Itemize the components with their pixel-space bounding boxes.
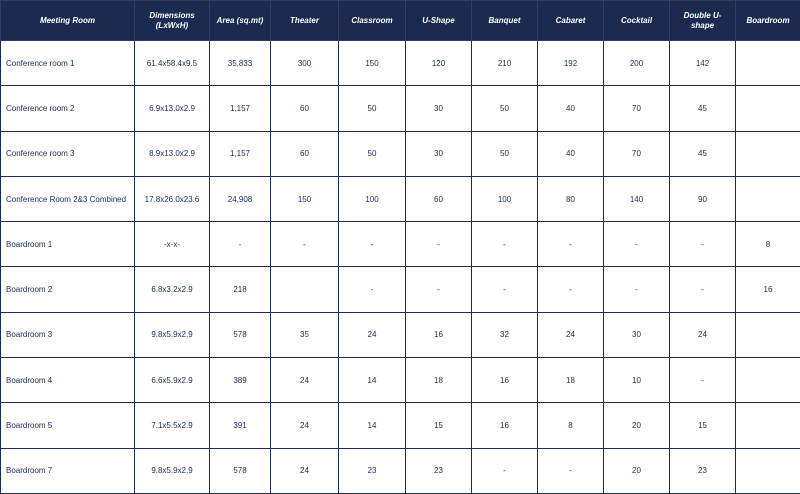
theater-cell: - [271, 222, 339, 267]
boardroom-cell: 16 [736, 267, 800, 312]
cocktail-cell: - [604, 222, 670, 267]
cocktail-cell: 140 [604, 176, 670, 221]
room-name-cell: Boardroom 3 [1, 312, 135, 357]
theater-cell: 24 [271, 358, 339, 403]
double-u-shape-cell: 24 [670, 312, 736, 357]
dimensions-cell: 6.6x5.9x2.9 [135, 358, 210, 403]
classroom-cell: 50 [339, 86, 406, 131]
area-cell: 389 [210, 358, 271, 403]
u-shape-cell: 15 [406, 403, 472, 448]
cocktail-cell: - [604, 267, 670, 312]
banquet-cell: - [472, 222, 538, 267]
boardroom-cell [736, 176, 800, 221]
table-row [1, 176, 800, 221]
banquet-cell: - [472, 267, 538, 312]
classroom-cell: 24 [339, 312, 406, 357]
cocktail-cell: 200 [604, 41, 670, 86]
header-dimensions: Dimensions (LxWxH) [135, 1, 210, 41]
room-name-cell: Boardroom 4 [1, 358, 135, 403]
table-row [1, 41, 800, 86]
area-cell: - [210, 222, 271, 267]
dimensions-cell: 7.1x5.5x2.9 [135, 403, 210, 448]
dimensions-cell: 6.9x13.0x2.9 [135, 86, 210, 131]
classroom-cell: 23 [339, 448, 406, 493]
classroom-cell: 50 [339, 131, 406, 176]
u-shape-cell: 23 [406, 448, 472, 493]
cabaret-cell: 40 [538, 131, 604, 176]
boardroom-cell [736, 403, 800, 448]
table-header-row [1, 1, 800, 41]
classroom-cell: - [339, 267, 406, 312]
double-u-shape-cell: 15 [670, 403, 736, 448]
room-name-cell: Conference room 2 [1, 86, 135, 131]
double-u-shape-cell: 90 [670, 176, 736, 221]
cabaret-cell: - [538, 448, 604, 493]
u-shape-cell: 30 [406, 86, 472, 131]
header-cocktail: Cocktail [604, 1, 670, 41]
u-shape-cell: - [406, 222, 472, 267]
u-shape-cell: 16 [406, 312, 472, 357]
theater-cell: 24 [271, 403, 339, 448]
double-u-shape-cell: 142 [670, 41, 736, 86]
table-row [1, 448, 800, 493]
u-shape-cell: 120 [406, 41, 472, 86]
double-u-shape-cell: 45 [670, 86, 736, 131]
area-cell: 24,908 [210, 176, 271, 221]
cocktail-cell: 10 [604, 358, 670, 403]
header-meeting-room: Meeting Room [1, 1, 135, 41]
table-row [1, 403, 800, 448]
table-row [1, 267, 800, 312]
room-name-cell: Boardroom 2 [1, 267, 135, 312]
banquet-cell: 50 [472, 86, 538, 131]
classroom-cell: 14 [339, 358, 406, 403]
cabaret-cell: 192 [538, 41, 604, 86]
area-cell: 391 [210, 403, 271, 448]
classroom-cell: 14 [339, 403, 406, 448]
u-shape-cell: - [406, 267, 472, 312]
theater-cell: 60 [271, 86, 339, 131]
table-row [1, 222, 800, 267]
room-name-cell: Conference Room 2&3 Combined [1, 176, 135, 221]
boardroom-cell [736, 41, 800, 86]
double-u-shape-cell: - [670, 358, 736, 403]
area-cell: 218 [210, 267, 271, 312]
cabaret-cell: 40 [538, 86, 604, 131]
cabaret-cell: - [538, 222, 604, 267]
area-cell: 1,157 [210, 86, 271, 131]
cocktail-cell: 70 [604, 131, 670, 176]
double-u-shape-cell: - [670, 267, 736, 312]
boardroom-cell: 8 [736, 222, 800, 267]
area-cell: 578 [210, 312, 271, 357]
banquet-cell: 50 [472, 131, 538, 176]
boardroom-cell [736, 312, 800, 357]
dimensions-cell: 9.8x5.9x2.9 [135, 312, 210, 357]
table-body [1, 41, 800, 494]
cocktail-cell: 30 [604, 312, 670, 357]
area-cell: 578 [210, 448, 271, 493]
cabaret-cell: 8 [538, 403, 604, 448]
room-name-cell: Boardroom 7 [1, 448, 135, 493]
header-theater: Theater [271, 1, 339, 41]
classroom-cell: - [339, 222, 406, 267]
header-cabaret: Cabaret [538, 1, 604, 41]
header-classroom: Classroom [339, 1, 406, 41]
room-name-cell: Boardroom 1 [1, 222, 135, 267]
header-area: Area (sq.mt) [210, 1, 271, 41]
area-cell: 1,157 [210, 131, 271, 176]
boardroom-cell [736, 131, 800, 176]
u-shape-cell: 18 [406, 358, 472, 403]
header-banquet: Banquet [472, 1, 538, 41]
theater-cell: 300 [271, 41, 339, 86]
banquet-cell: 100 [472, 176, 538, 221]
double-u-shape-cell: 23 [670, 448, 736, 493]
classroom-cell: 150 [339, 41, 406, 86]
area-cell: 35,833 [210, 41, 271, 86]
room-name-cell: Conference room 1 [1, 41, 135, 86]
theater-cell: 24 [271, 448, 339, 493]
cabaret-cell: - [538, 267, 604, 312]
banquet-cell: 16 [472, 358, 538, 403]
dimensions-cell: 6.8x3.2x2.9 [135, 267, 210, 312]
double-u-shape-cell: - [670, 222, 736, 267]
theater-cell: 150 [271, 176, 339, 221]
theater-cell: 35 [271, 312, 339, 357]
u-shape-cell: 60 [406, 176, 472, 221]
header-double-u-shape: Double U-shape [670, 1, 736, 41]
header-u-shape: U-Shape [406, 1, 472, 41]
double-u-shape-cell: 45 [670, 131, 736, 176]
table-row [1, 358, 800, 403]
dimensions-cell: 17.8x26.0x23.6 [135, 176, 210, 221]
header-boardroom: Boardroom [736, 1, 800, 41]
table-row [1, 131, 800, 176]
cocktail-cell: 20 [604, 403, 670, 448]
room-name-cell: Conference room 3 [1, 131, 135, 176]
boardroom-cell [736, 86, 800, 131]
table-row [1, 312, 800, 357]
boardroom-cell [736, 448, 800, 493]
room-name-cell: Boardroom 5 [1, 403, 135, 448]
banquet-cell: 32 [472, 312, 538, 357]
boardroom-cell [736, 358, 800, 403]
cabaret-cell: 24 [538, 312, 604, 357]
banquet-cell: 16 [472, 403, 538, 448]
banquet-cell: - [472, 448, 538, 493]
u-shape-cell: 30 [406, 131, 472, 176]
classroom-cell: 100 [339, 176, 406, 221]
dimensions-cell: 9.8x5.9x2.9 [135, 448, 210, 493]
cabaret-cell: 18 [538, 358, 604, 403]
dimensions-cell: -x-x- [135, 222, 210, 267]
dimensions-cell: 8.9x13.0x2.9 [135, 131, 210, 176]
cocktail-cell: 70 [604, 86, 670, 131]
theater-cell [271, 267, 339, 312]
cocktail-cell: 20 [604, 448, 670, 493]
dimensions-cell: 61.4x58.4x9.5 [135, 41, 210, 86]
banquet-cell: 210 [472, 41, 538, 86]
theater-cell: 60 [271, 131, 339, 176]
table-row [1, 86, 800, 131]
cabaret-cell: 80 [538, 176, 604, 221]
